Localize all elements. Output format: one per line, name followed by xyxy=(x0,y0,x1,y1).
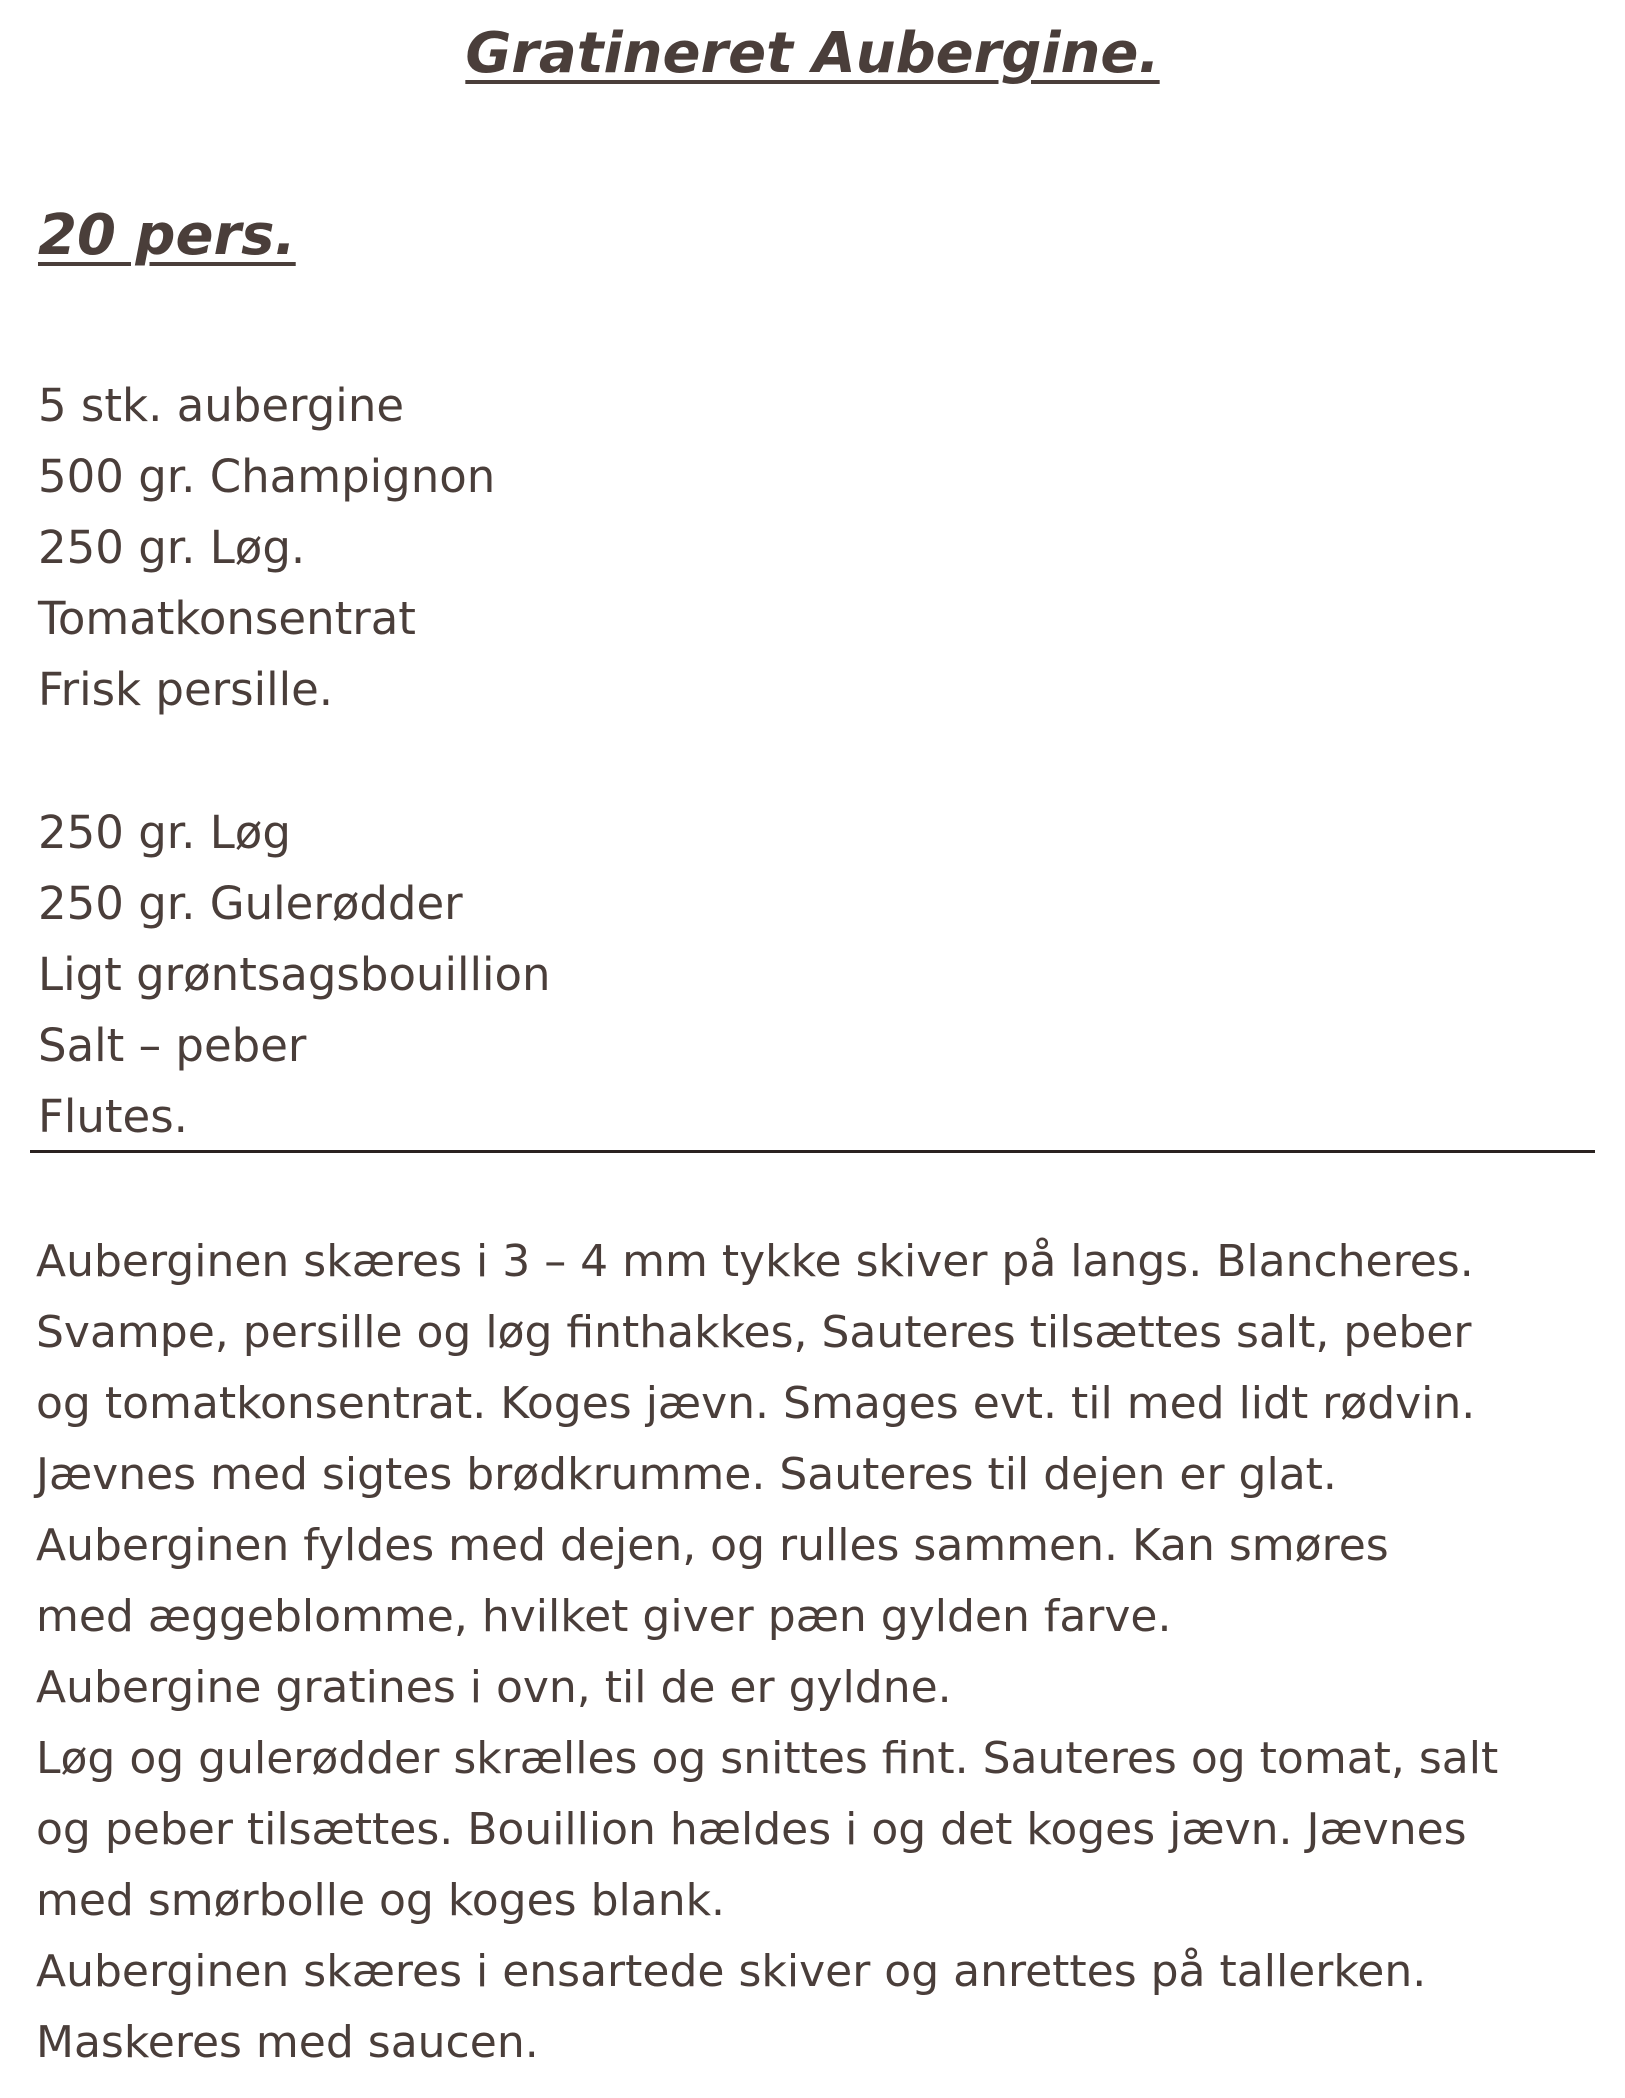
method-line: Auberginen skæres i ensartede skiver og anrettes på tallerken. xyxy=(36,1946,1427,1997)
ingredient-item: 5 stk. aubergine xyxy=(38,379,405,432)
ingredient-item: Tomatkonsentrat xyxy=(38,592,416,645)
method-line: Auberginen skæres i 3 – 4 mm tykke skiver på langs. Blancheres. xyxy=(36,1236,1474,1287)
ingredient-item: Ligt grøntsagsbouillion xyxy=(38,948,551,1001)
ingredient-item: 250 gr. Løg xyxy=(38,806,291,859)
method-line: med smørbolle og koges blank. xyxy=(36,1875,726,1926)
ingredient-item: Flutes. xyxy=(38,1090,188,1143)
method-line: Løg og gulerødder skrælles og snittes fint. Sauteres og tomat, salt xyxy=(36,1733,1499,1784)
method-line: og tomatkonsentrat. Koges jævn. Smages evt. til med lidt rødvin. xyxy=(36,1378,1476,1429)
servings-heading: 20 pers. xyxy=(38,203,296,268)
ingredient-item: Frisk persille. xyxy=(38,663,334,716)
method-line: med æggeblomme, hvilket giver pæn gylden farve. xyxy=(36,1591,1172,1642)
method-line: Maskeres med saucen. xyxy=(36,2017,539,2068)
recipe-title: Gratineret Aubergine. xyxy=(465,21,1160,86)
ingredient-item: 250 gr. Løg. xyxy=(38,521,306,574)
method-line: Aubergine gratines i ovn, til de er gyldne. xyxy=(36,1662,952,1713)
ingredient-item: 250 gr. Gulerødder xyxy=(38,877,463,930)
ingredient-item: 500 gr. Champignon xyxy=(38,450,496,503)
method-text xyxy=(36,1226,1498,2078)
method-line: Jævnes med sigtes brødkrumme. Sauteres til dejen er glat. xyxy=(36,1449,1337,1500)
ingredient-item: Salt – peber xyxy=(38,1019,307,1072)
method-line: Svampe, persille og løg finthakkes, Sauteres tilsættes salt, peber xyxy=(36,1307,1472,1358)
ingredient-list-1 xyxy=(38,370,495,725)
section-divider xyxy=(30,1150,1595,1153)
ingredient-list-2 xyxy=(38,797,551,1152)
method-line: Auberginen fyldes med dejen, og rulles sammen. Kan smøres xyxy=(36,1520,1389,1571)
method-line: og peber tilsættes. Bouillion hældes i og det koges jævn. Jævnes xyxy=(36,1804,1467,1855)
